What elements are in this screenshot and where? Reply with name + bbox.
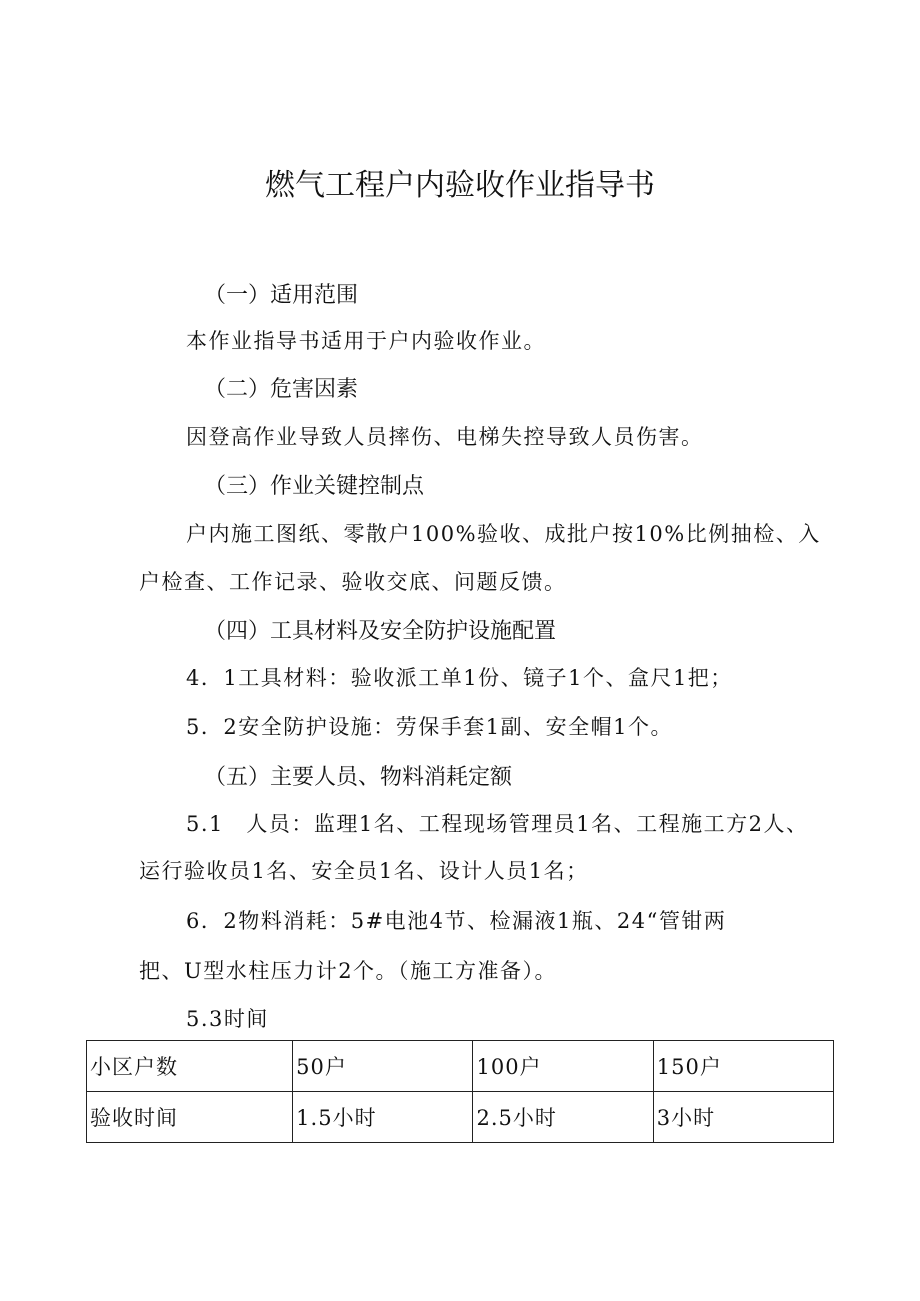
control-points-text-line-1: 户内施工图纸、零散户100%验收、成批户按10%比例抽检、入 xyxy=(186,522,821,546)
document-title: 燃气工程户内验收作业指导书 xyxy=(265,168,655,203)
table-row xyxy=(87,1092,834,1143)
table-cell: 50户 xyxy=(293,1041,473,1092)
time-label: 5.3时间 xyxy=(186,1007,269,1031)
table-row xyxy=(87,1041,834,1092)
control-points-text-line-2: 户检查、工作记录、验收交底、问题反馈。 xyxy=(139,570,567,594)
tools-materials-text: 4．1工具材料：验收派工单1份、镜子1个、盒尺1把； xyxy=(186,666,733,690)
materials-consumption-line-1: 6．2物料消耗：5#电池4节、检漏液1瓶、24“管钳两 xyxy=(186,909,727,933)
hazards-text: 因登高作业导致人员摔伤、电梯失控导致人员伤害。 xyxy=(186,425,704,449)
personnel-text-line-1: 5.1 人员：监理1名、工程现场管理员1名、工程施工方2人、 xyxy=(186,812,809,836)
table-cell: 小区户数 xyxy=(87,1041,293,1092)
section-heading-control-points: （三）作业关键控制点 xyxy=(204,474,425,499)
section-heading-personnel: （五）主要人员、物料消耗定额 xyxy=(204,765,513,790)
acceptance-time-table xyxy=(86,1040,834,1143)
table-cell: 100户 xyxy=(473,1041,653,1092)
scope-text: 本作业指导书适用于户内验收作业。 xyxy=(186,329,546,353)
table-cell: 150户 xyxy=(653,1041,833,1092)
table-cell: 3小时 xyxy=(653,1092,833,1143)
safety-facilities-text: 5．2安全防护设施：劳保手套1副、安全帽1个。 xyxy=(186,715,673,739)
materials-consumption-line-2: 把、U型水柱压力计2个。（施工方准备）。 xyxy=(139,959,558,983)
personnel-text-line-2: 运行验收员1名、安全员1名、设计人员1名； xyxy=(139,859,589,883)
table-cell: 1.5小时 xyxy=(293,1092,473,1143)
section-heading-hazards: （二）危害因素 xyxy=(204,377,359,402)
section-heading-tools: （四）工具材料及安全防护设施配置 xyxy=(204,619,557,644)
table-cell: 验收时间 xyxy=(87,1092,293,1143)
section-heading-scope: （一）适用范围 xyxy=(204,283,359,308)
table-cell: 2.5小时 xyxy=(473,1092,653,1143)
